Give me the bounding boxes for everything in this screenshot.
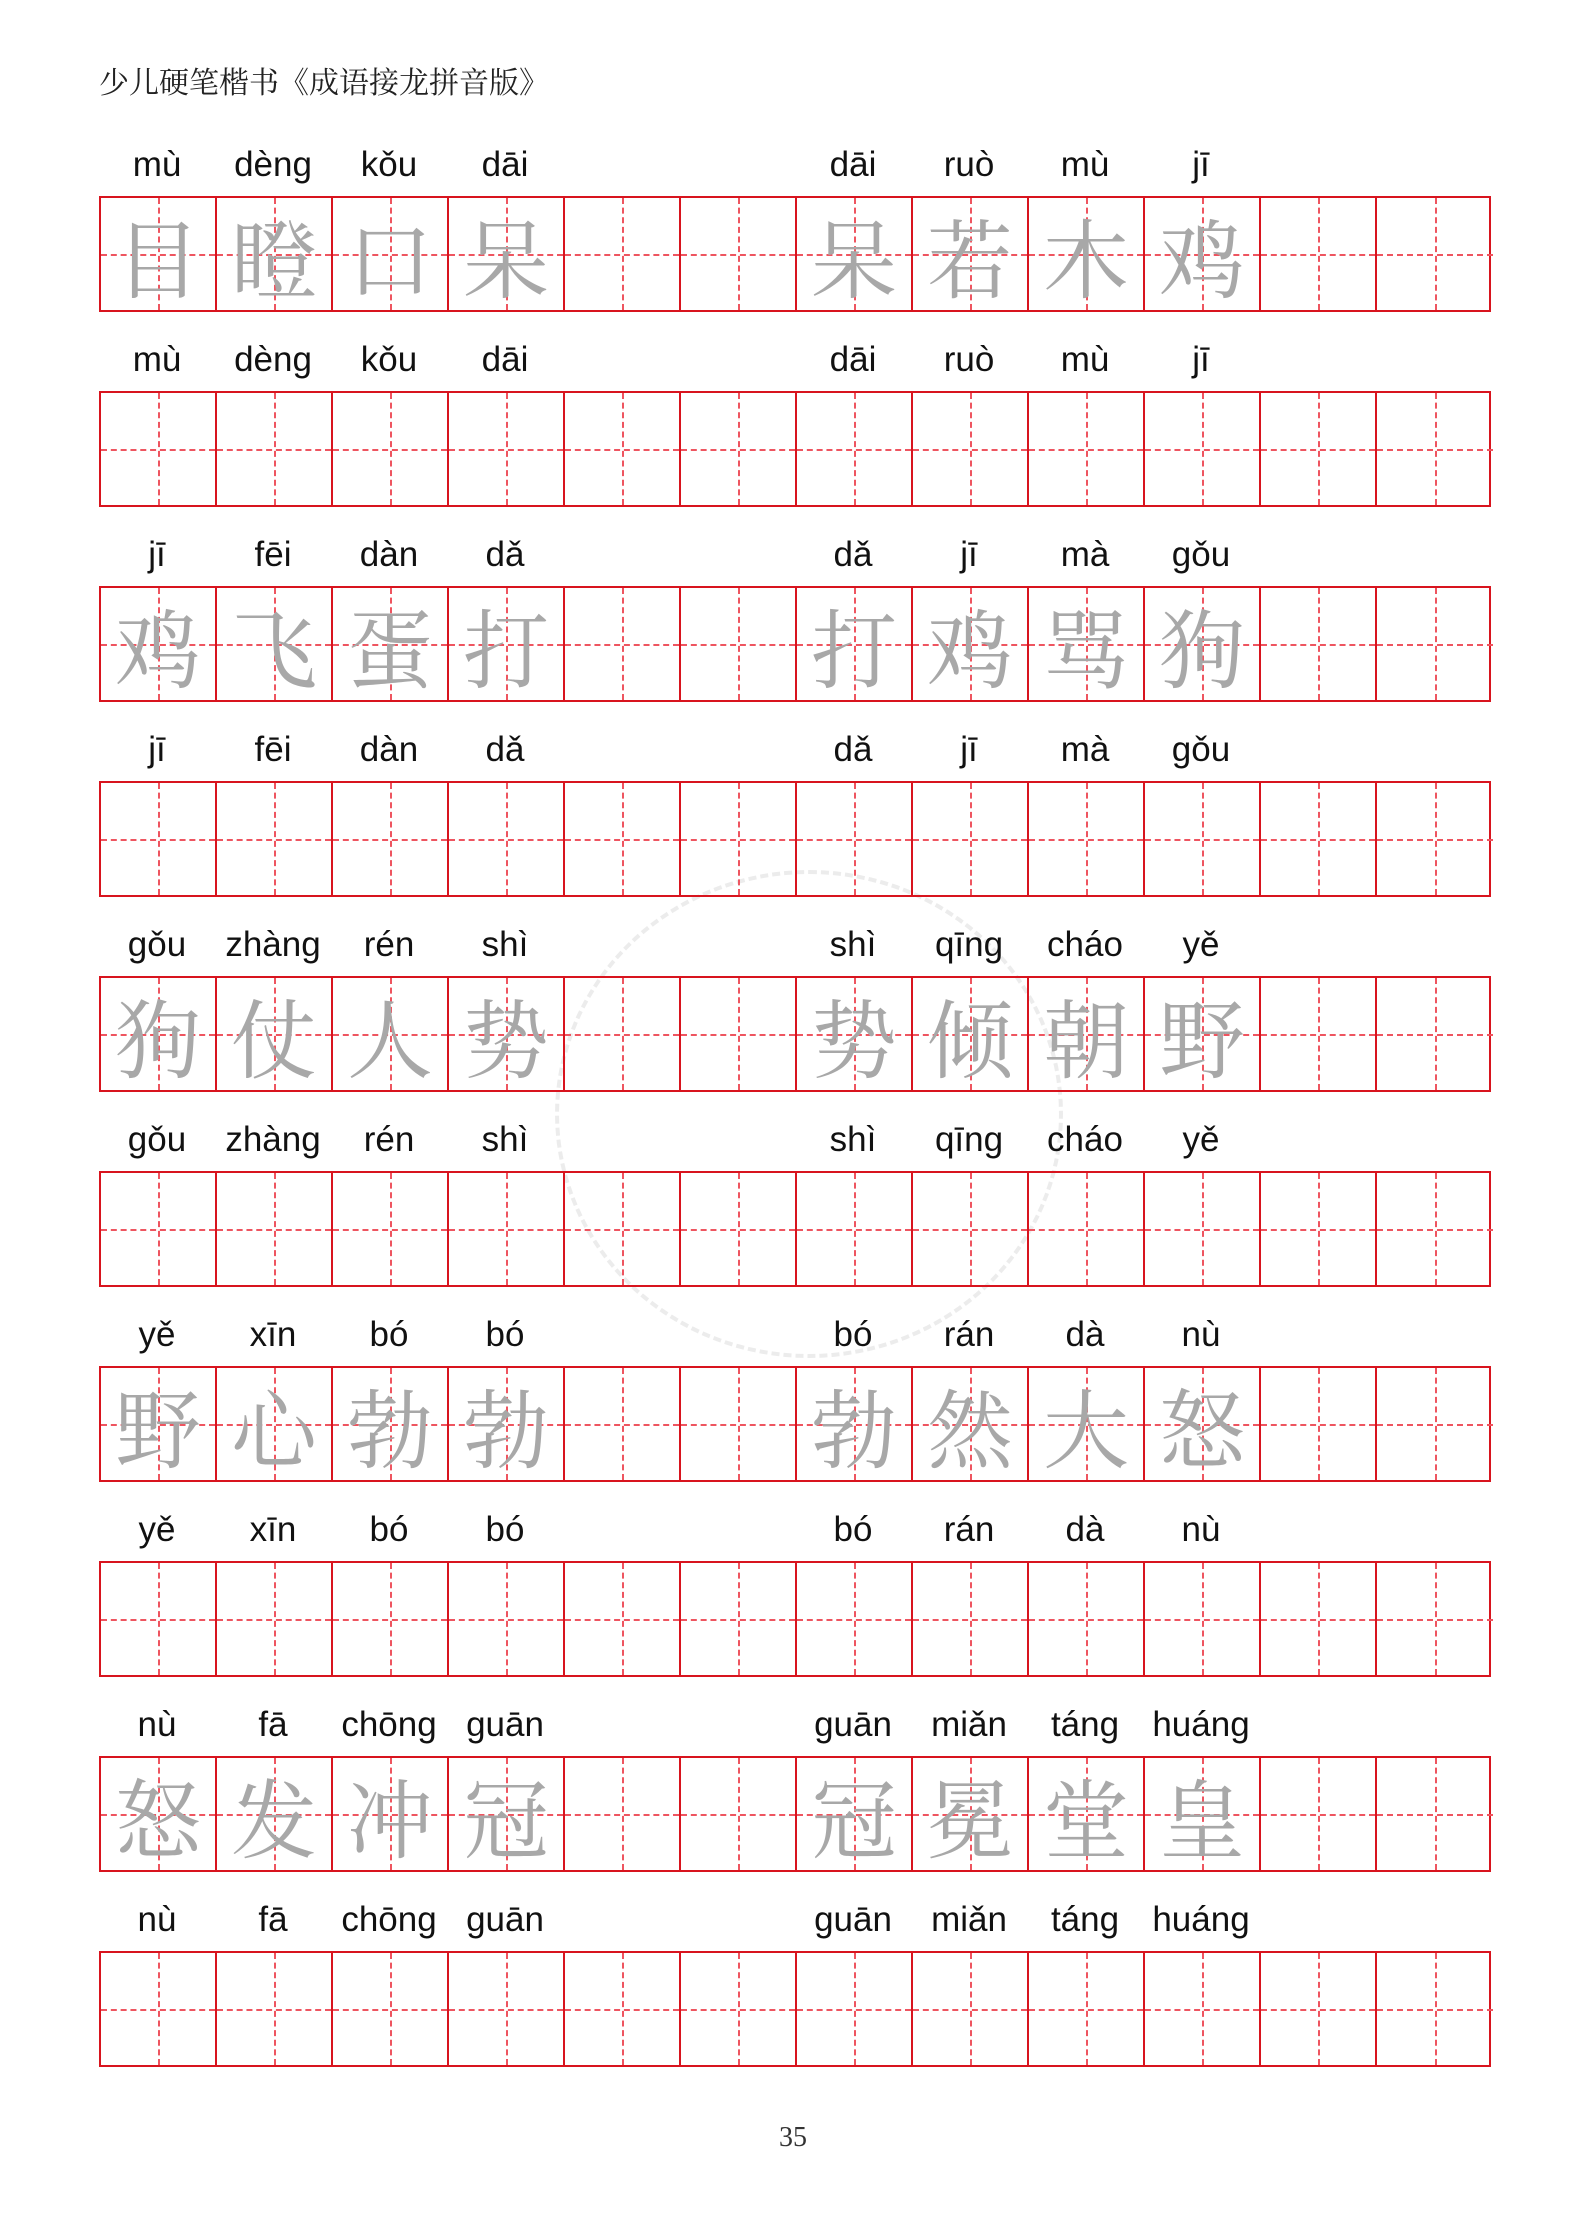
trace-character: 倾 xyxy=(927,992,1013,1092)
writing-cell[interactable] xyxy=(1029,393,1145,505)
pinyin-label: mù xyxy=(132,145,182,184)
writing-cell[interactable] xyxy=(1029,1953,1145,2065)
pinyin-label: yě xyxy=(1182,925,1220,964)
trace-character: 冠 xyxy=(811,1772,897,1872)
writing-cell[interactable] xyxy=(101,1953,217,2065)
writing-cell[interactable] xyxy=(1261,1368,1377,1480)
writing-cell[interactable] xyxy=(1377,978,1493,1090)
pinyin-label: kǒu xyxy=(360,145,418,184)
writing-cell[interactable] xyxy=(101,1368,217,1480)
writing-cell[interactable] xyxy=(797,1563,913,1675)
trace-character: 木 xyxy=(1043,212,1129,312)
pinyin-label: dāi xyxy=(829,145,877,184)
pinyin-label: miǎn xyxy=(931,1705,1007,1744)
writing-cell[interactable] xyxy=(913,1953,1029,2065)
writing-cell[interactable] xyxy=(449,783,565,895)
writing-cell[interactable] xyxy=(1029,783,1145,895)
tianzige-grid xyxy=(99,1951,1491,2067)
writing-cell[interactable] xyxy=(217,1368,333,1480)
writing-cell[interactable] xyxy=(449,1563,565,1675)
writing-cell[interactable] xyxy=(1029,978,1145,1090)
pinyin-label: huáng xyxy=(1152,1705,1250,1744)
pinyin-label: jī xyxy=(148,730,166,769)
trace-character: 冠 xyxy=(463,1772,549,1872)
writing-cell[interactable] xyxy=(1261,393,1377,505)
writing-cell[interactable] xyxy=(449,588,565,700)
pinyin-label: dāi xyxy=(481,340,529,379)
pinyin-label: dèng xyxy=(234,340,312,379)
pinyin-label: gǒu xyxy=(127,925,187,964)
writing-cell[interactable] xyxy=(1261,783,1377,895)
writing-cell[interactable] xyxy=(217,393,333,505)
pinyin-label: shì xyxy=(481,925,529,964)
writing-cell[interactable] xyxy=(101,1173,217,1285)
pinyin-label: cháo xyxy=(1047,1120,1123,1159)
writing-cell[interactable] xyxy=(681,198,797,310)
writing-cell[interactable] xyxy=(1145,978,1261,1090)
pinyin-label: cháo xyxy=(1047,925,1123,964)
writing-cell[interactable] xyxy=(1377,1563,1493,1675)
pinyin-label: dàn xyxy=(359,535,419,574)
writing-cell[interactable] xyxy=(1261,1563,1377,1675)
writing-cell[interactable] xyxy=(681,588,797,700)
writing-cell[interactable] xyxy=(1029,588,1145,700)
writing-cell[interactable] xyxy=(217,1563,333,1675)
pinyin-label: nù xyxy=(1181,1510,1221,1549)
trace-character: 若 xyxy=(927,212,1013,312)
writing-cell[interactable] xyxy=(565,1758,681,1870)
writing-cell[interactable] xyxy=(217,978,333,1090)
writing-cell[interactable] xyxy=(1377,1758,1493,1870)
pinyin-label: huáng xyxy=(1152,1900,1250,1939)
writing-cell[interactable] xyxy=(101,588,217,700)
pinyin-label: dǎ xyxy=(833,730,873,769)
writing-cell[interactable] xyxy=(681,978,797,1090)
pinyin-label: qīng xyxy=(934,1120,1004,1159)
writing-cell[interactable] xyxy=(913,1368,1029,1480)
trace-character: 狗 xyxy=(115,992,201,1092)
writing-cell[interactable] xyxy=(1145,393,1261,505)
pinyin-label: dàn xyxy=(359,730,419,769)
tianzige-grid xyxy=(99,586,1491,702)
writing-cell[interactable] xyxy=(913,783,1029,895)
trace-character: 皇 xyxy=(1159,1772,1245,1872)
writing-cell[interactable] xyxy=(797,1758,913,1870)
writing-cell[interactable] xyxy=(1145,588,1261,700)
writing-cell[interactable] xyxy=(1261,1758,1377,1870)
writing-cell[interactable] xyxy=(1145,1563,1261,1675)
writing-cell[interactable] xyxy=(913,393,1029,505)
writing-cell[interactable] xyxy=(1377,1173,1493,1285)
trace-character: 仗 xyxy=(231,992,317,1092)
pinyin-label: bó xyxy=(485,1510,525,1549)
page-number: 35 xyxy=(779,2122,807,2153)
pinyin-label: yě xyxy=(138,1510,176,1549)
writing-cell[interactable] xyxy=(333,198,449,310)
pinyin-label: jī xyxy=(1192,340,1210,379)
pinyin-label: zhàng xyxy=(225,1120,321,1159)
pinyin-label: chōng xyxy=(341,1900,437,1939)
pinyin-label: shì xyxy=(829,925,877,964)
writing-cell[interactable] xyxy=(1145,783,1261,895)
writing-cell[interactable] xyxy=(449,978,565,1090)
pinyin-label: dà xyxy=(1065,1510,1105,1549)
writing-cell[interactable] xyxy=(1261,588,1377,700)
writing-cell[interactable] xyxy=(681,783,797,895)
trace-character: 怒 xyxy=(1159,1382,1245,1482)
pinyin-label: chōng xyxy=(341,1705,437,1744)
trace-character: 鸡 xyxy=(927,602,1013,702)
pinyin-label: dà xyxy=(1065,1315,1105,1354)
writing-cell[interactable] xyxy=(1377,588,1493,700)
pinyin-label: gǒu xyxy=(127,1120,187,1159)
writing-cell[interactable] xyxy=(1261,1953,1377,2065)
writing-cell[interactable] xyxy=(1029,198,1145,310)
trace-character: 目 xyxy=(115,212,201,312)
writing-cell[interactable] xyxy=(449,1173,565,1285)
writing-cell[interactable] xyxy=(913,978,1029,1090)
writing-cell[interactable] xyxy=(797,1173,913,1285)
writing-cell[interactable] xyxy=(333,978,449,1090)
pinyin-label: zhàng xyxy=(225,925,321,964)
pinyin-label: yě xyxy=(1182,1120,1220,1159)
writing-cell[interactable] xyxy=(1377,783,1493,895)
writing-cell[interactable] xyxy=(333,393,449,505)
writing-cell[interactable] xyxy=(913,1173,1029,1285)
pinyin-label: fā xyxy=(258,1900,288,1939)
writing-cell[interactable] xyxy=(101,393,217,505)
pinyin-label: bó xyxy=(369,1510,409,1549)
trace-character: 狗 xyxy=(1159,602,1245,702)
writing-cell[interactable] xyxy=(333,1173,449,1285)
pinyin-label: dǎ xyxy=(485,535,525,574)
writing-cell[interactable] xyxy=(565,1563,681,1675)
trace-character: 呆 xyxy=(463,212,549,312)
pinyin-label: mù xyxy=(1060,145,1110,184)
pinyin-label: rén xyxy=(363,925,415,964)
writing-cell[interactable] xyxy=(797,1953,913,2065)
writing-cell[interactable] xyxy=(1261,978,1377,1090)
writing-cell[interactable] xyxy=(217,783,333,895)
trace-character: 冲 xyxy=(347,1772,433,1872)
pinyin-label: shì xyxy=(481,1120,529,1159)
writing-cell[interactable] xyxy=(333,1368,449,1480)
writing-cell[interactable] xyxy=(1377,198,1493,310)
writing-cell[interactable] xyxy=(565,783,681,895)
trace-character: 鸡 xyxy=(1159,212,1245,312)
writing-cell[interactable] xyxy=(565,198,681,310)
trace-character: 勃 xyxy=(463,1382,549,1482)
pinyin-label: dèng xyxy=(234,145,312,184)
trace-character: 打 xyxy=(811,602,897,702)
trace-character: 冕 xyxy=(927,1772,1013,1872)
writing-cell[interactable] xyxy=(797,783,913,895)
writing-cell[interactable] xyxy=(217,1953,333,2065)
trace-character: 口 xyxy=(347,212,433,312)
writing-cell[interactable] xyxy=(797,198,913,310)
trace-character: 怒 xyxy=(115,1772,201,1872)
pinyin-label: rán xyxy=(943,1315,995,1354)
writing-cell[interactable] xyxy=(681,1563,797,1675)
writing-cell[interactable] xyxy=(913,1758,1029,1870)
pinyin-label: gǒu xyxy=(1171,730,1231,769)
writing-cell[interactable] xyxy=(681,1173,797,1285)
pinyin-label: nù xyxy=(137,1705,177,1744)
writing-cell[interactable] xyxy=(681,1953,797,2065)
trace-character: 打 xyxy=(463,602,549,702)
writing-cell[interactable] xyxy=(1029,1758,1145,1870)
writing-cell[interactable] xyxy=(449,1368,565,1480)
trace-character: 飞 xyxy=(231,602,317,702)
trace-character: 野 xyxy=(1159,992,1245,1092)
trace-character: 人 xyxy=(347,992,433,1092)
trace-character: 瞪 xyxy=(231,212,317,312)
writing-cell[interactable] xyxy=(1145,198,1261,310)
writing-cell[interactable] xyxy=(681,1758,797,1870)
pinyin-label: ruò xyxy=(943,145,995,184)
trace-character: 勃 xyxy=(347,1382,433,1482)
tianzige-grid xyxy=(99,976,1491,1092)
writing-cell[interactable] xyxy=(1029,1368,1145,1480)
writing-cell[interactable] xyxy=(101,1563,217,1675)
writing-cell[interactable] xyxy=(797,393,913,505)
writing-cell[interactable] xyxy=(1029,1563,1145,1675)
pinyin-label: rén xyxy=(363,1120,415,1159)
pinyin-label: táng xyxy=(1050,1900,1120,1939)
trace-character: 呆 xyxy=(811,212,897,312)
pinyin-label: nù xyxy=(137,1900,177,1939)
pinyin-label: fā xyxy=(258,1705,288,1744)
writing-cell[interactable] xyxy=(449,1758,565,1870)
pinyin-label: mà xyxy=(1060,730,1110,769)
writing-cell[interactable] xyxy=(449,1953,565,2065)
pinyin-label: jī xyxy=(960,535,978,574)
pinyin-label: mà xyxy=(1060,535,1110,574)
trace-character: 勃 xyxy=(811,1382,897,1482)
writing-cell[interactable] xyxy=(1145,1953,1261,2065)
pinyin-label: fēi xyxy=(254,535,292,574)
trace-character: 然 xyxy=(927,1382,1013,1482)
trace-character: 朝 xyxy=(1043,992,1129,1092)
tianzige-grid xyxy=(99,1561,1491,1677)
writing-cell[interactable] xyxy=(217,198,333,310)
writing-cell[interactable] xyxy=(1377,393,1493,505)
writing-cell[interactable] xyxy=(565,1173,681,1285)
trace-character: 势 xyxy=(463,992,549,1092)
writing-cell[interactable] xyxy=(1145,1758,1261,1870)
pinyin-label: jī xyxy=(960,730,978,769)
tianzige-grid xyxy=(99,196,1491,312)
writing-cell[interactable] xyxy=(333,783,449,895)
writing-cell[interactable] xyxy=(449,393,565,505)
writing-cell[interactable] xyxy=(1377,1368,1493,1480)
writing-cell[interactable] xyxy=(217,1758,333,1870)
trace-character: 蛋 xyxy=(347,602,433,702)
tianzige-grid xyxy=(99,1756,1491,1872)
writing-cell[interactable] xyxy=(101,198,217,310)
pinyin-label: bó xyxy=(833,1510,873,1549)
pinyin-label: bó xyxy=(485,1315,525,1354)
trace-character: 野 xyxy=(115,1382,201,1482)
trace-character: 骂 xyxy=(1043,602,1129,702)
pinyin-label: guān xyxy=(466,1705,544,1744)
writing-cell[interactable] xyxy=(101,1758,217,1870)
pinyin-label: táng xyxy=(1050,1705,1120,1744)
pinyin-label: dǎ xyxy=(833,535,873,574)
trace-character: 堂 xyxy=(1043,1772,1129,1872)
writing-cell[interactable] xyxy=(1261,198,1377,310)
pinyin-label: fēi xyxy=(254,730,292,769)
pinyin-label: rán xyxy=(943,1510,995,1549)
writing-cell[interactable] xyxy=(449,198,565,310)
writing-cell[interactable] xyxy=(1145,1368,1261,1480)
writing-cell[interactable] xyxy=(565,393,681,505)
pinyin-label: mù xyxy=(1060,340,1110,379)
pinyin-label: kǒu xyxy=(360,340,418,379)
pinyin-label: shì xyxy=(829,1120,877,1159)
writing-cell[interactable] xyxy=(333,1758,449,1870)
writing-cell[interactable] xyxy=(797,1368,913,1480)
writing-cell[interactable] xyxy=(1377,1953,1493,2065)
writing-cell[interactable] xyxy=(565,1368,681,1480)
pinyin-label: dāi xyxy=(829,340,877,379)
writing-cell[interactable] xyxy=(1145,1173,1261,1285)
pinyin-label: ruò xyxy=(943,340,995,379)
writing-cell[interactable] xyxy=(565,978,681,1090)
writing-cell[interactable] xyxy=(797,978,913,1090)
writing-cell[interactable] xyxy=(565,1953,681,2065)
pinyin-label: yě xyxy=(138,1315,176,1354)
pinyin-label: mù xyxy=(132,340,182,379)
pinyin-label: jī xyxy=(1192,145,1210,184)
pinyin-label: nù xyxy=(1181,1315,1221,1354)
pinyin-label: gǒu xyxy=(1171,535,1231,574)
pinyin-label: bó xyxy=(833,1315,873,1354)
pinyin-label: guān xyxy=(814,1705,892,1744)
tianzige-grid xyxy=(99,1171,1491,1287)
trace-character: 大 xyxy=(1043,1382,1129,1482)
writing-cell[interactable] xyxy=(217,588,333,700)
tianzige-grid xyxy=(99,391,1491,507)
writing-cell[interactable] xyxy=(1261,1173,1377,1285)
pinyin-label: dāi xyxy=(481,145,529,184)
writing-cell[interactable] xyxy=(217,1173,333,1285)
pinyin-label: guān xyxy=(466,1900,544,1939)
trace-character: 发 xyxy=(231,1772,317,1872)
pinyin-label: xīn xyxy=(249,1510,297,1549)
pinyin-label: dǎ xyxy=(485,730,525,769)
writing-cell[interactable] xyxy=(1029,1173,1145,1285)
writing-cell[interactable] xyxy=(101,783,217,895)
writing-cell[interactable] xyxy=(913,198,1029,310)
writing-cell[interactable] xyxy=(565,588,681,700)
trace-character: 鸡 xyxy=(115,602,201,702)
writing-cell[interactable] xyxy=(913,1563,1029,1675)
trace-character: 心 xyxy=(231,1382,317,1482)
writing-cell[interactable] xyxy=(333,1953,449,2065)
writing-cell[interactable] xyxy=(333,1563,449,1675)
pinyin-label: bó xyxy=(369,1315,409,1354)
pinyin-label: guān xyxy=(814,1900,892,1939)
tianzige-grid xyxy=(99,1366,1491,1482)
pinyin-label: qīng xyxy=(934,925,1004,964)
pinyin-label: xīn xyxy=(249,1315,297,1354)
page-title: 少儿硬笔楷书《成语接龙拼音版》 xyxy=(99,67,549,100)
writing-cell[interactable] xyxy=(681,1368,797,1480)
writing-cell[interactable] xyxy=(333,588,449,700)
pinyin-label: miǎn xyxy=(931,1900,1007,1939)
writing-cell[interactable] xyxy=(913,588,1029,700)
pinyin-label: jī xyxy=(148,535,166,574)
writing-cell[interactable] xyxy=(681,393,797,505)
tianzige-grid xyxy=(99,781,1491,897)
writing-cell[interactable] xyxy=(101,978,217,1090)
writing-cell[interactable] xyxy=(797,588,913,700)
trace-character: 势 xyxy=(811,992,897,1092)
